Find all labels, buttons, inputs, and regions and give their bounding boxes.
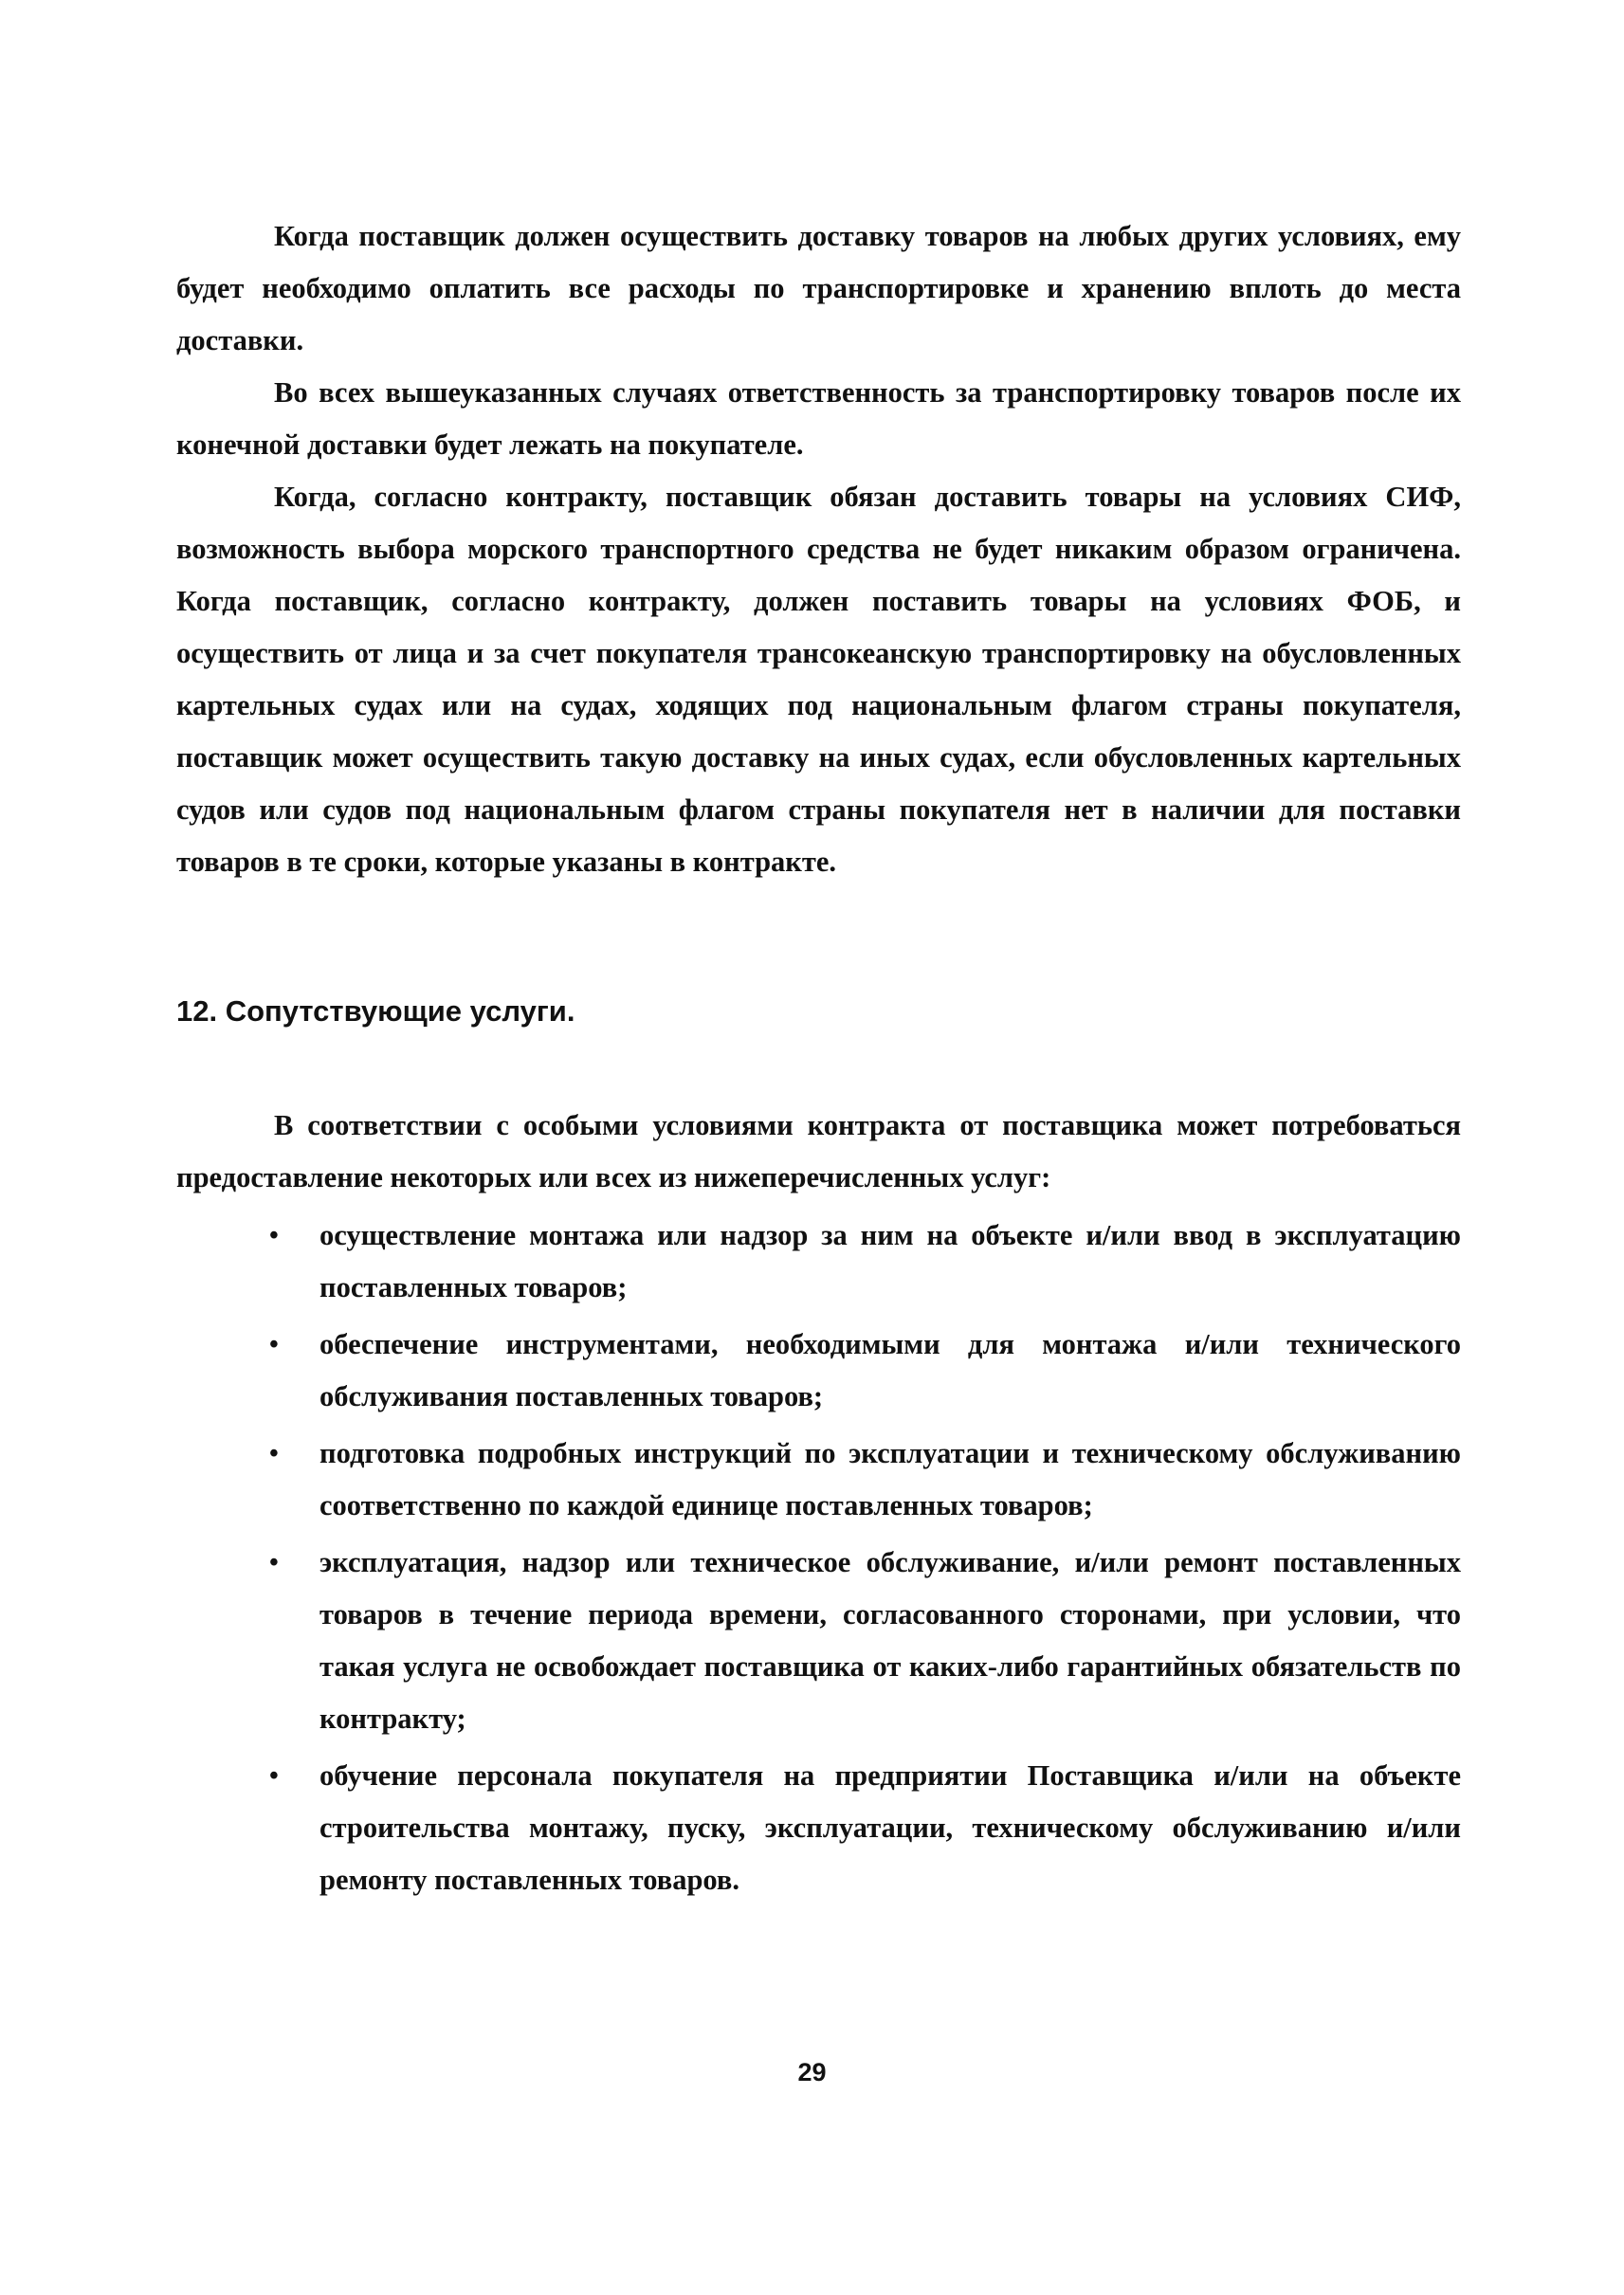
- bullet-icon: •: [269, 1330, 279, 1359]
- services-section: [176, 1100, 1461, 1911]
- paragraph-cif-fob-terms: Когда, согласно контракту, поставщик обязан доставить товары на условиях СИФ, возможность выбора морского транспортного средства не будет никаким образом ограничена. Когда поставщик, согласно контракту, должен поставить товары на условиях ФОБ, и осуществить от лица и за счет покупателя трансокеанскую транспортировку на обусловленных картельных судах или на судах, ходящих под национальным флагом страны покупателя, поставщик может осуществить такую доставку на иных судах, если обусловленных картельных судов или судов под национальным флагом страны покупателя нет в наличии для поставки товаров в те сроки, которые указаны в контракте.: [176, 481, 1461, 878]
- list-item-text: эксплуатация, надзор или техническое обслуживание, и/или ремонт поставленных товаров в течение периода времени, согласованного сторонами, при условии, что такая услуга не освобождает поставщика от каких-либо гарантийных обязательств по контракту;: [319, 1546, 1461, 1735]
- section-heading: 12. Сопутствующие услуги.: [176, 994, 575, 1028]
- body-text-top: [176, 210, 1461, 888]
- paragraph-buyer-responsibility: Во всех вышеуказанных случаях ответственность за транспортировку товаров после их конечной доставки будет лежать на покупателе.: [176, 376, 1461, 461]
- list-item-text: обучение персонала покупателя на предприятии Поставщика и/или на объекте строительства монтажу, пуску, эксплуатации, техническому обслуживанию и/или ремонту поставленных товаров.: [319, 1759, 1461, 1896]
- bullet-icon: •: [269, 1221, 279, 1250]
- bullet-icon: •: [269, 1761, 279, 1791]
- page-number: 29: [797, 2058, 827, 2086]
- list-item: [176, 1210, 1461, 1314]
- list-item: [176, 1319, 1461, 1423]
- paragraph-delivery-costs: Когда поставщик должен осуществить доставку товаров на любых других условиях, ему будет необходимо оплатить все расходы по транспортировке и хранению вплоть до места доставки.: [176, 220, 1461, 356]
- services-intro: В соответствии с особыми условиями контракта от поставщика может потребоваться предоставление некоторых или всех из нижеперечисленных услуг:: [176, 1109, 1461, 1193]
- bullet-icon: •: [269, 1439, 279, 1468]
- list-item: [176, 1428, 1461, 1532]
- list-item-text: осуществление монтажа или надзор за ним на объекте и/или ввод в эксплуатацию поставленных товаров;: [319, 1219, 1461, 1303]
- list-item-text: обеспечение инструментами, необходимыми для монтажа и/или технического обслуживания поставленных товаров;: [319, 1328, 1461, 1412]
- bullet-icon: •: [269, 1548, 279, 1577]
- services-list: [176, 1210, 1461, 1906]
- list-item-text: подготовка подробных инструкций по эксплуатации и техническому обслуживанию соответственно по каждой единице поставленных товаров;: [319, 1437, 1461, 1521]
- list-item: [176, 1537, 1461, 1745]
- list-item: [176, 1750, 1461, 1906]
